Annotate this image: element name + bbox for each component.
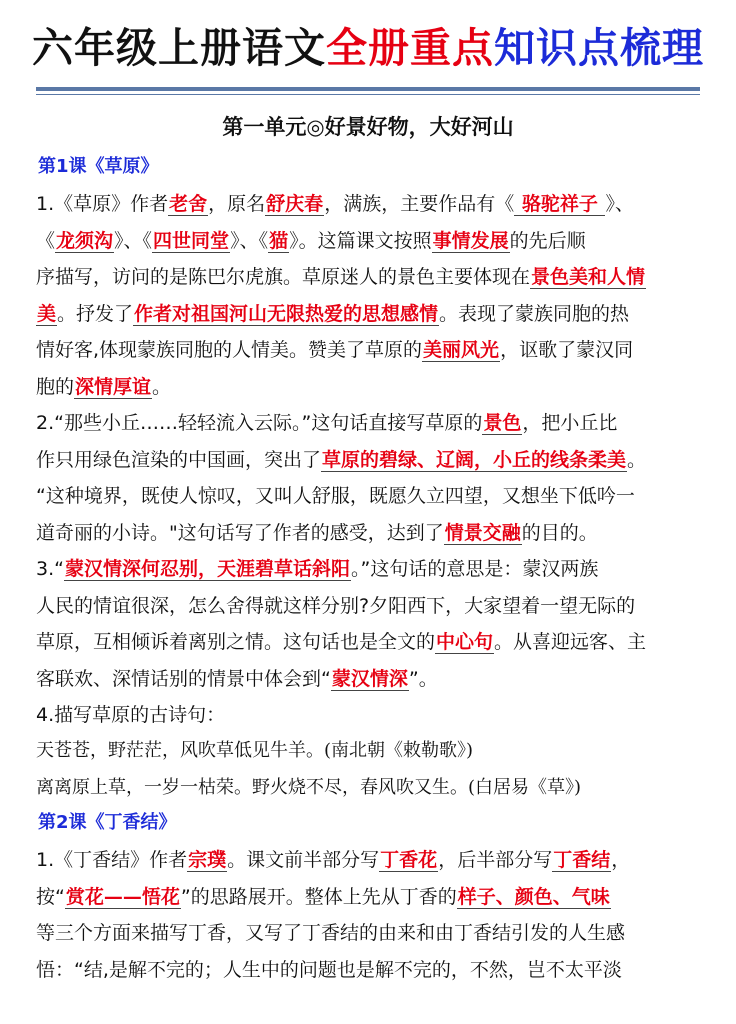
answer-blank: 样子、颜色、气味 bbox=[457, 885, 610, 908]
text-segment: 》。这篇课文按照 bbox=[289, 229, 432, 252]
lesson-2-body bbox=[36, 842, 702, 988]
text-line bbox=[36, 842, 702, 879]
lesson-1-body bbox=[36, 186, 702, 734]
text-segment: 人民的情谊很深，怎么舍得就这样分别?夕阳西下，大家望着一望无际的 bbox=[36, 594, 636, 617]
text-segment: ”的思路展开。整体上先从丁香的 bbox=[180, 885, 457, 908]
text-segment: 。 bbox=[152, 375, 172, 398]
answer-blank: 情景交融 bbox=[444, 521, 521, 544]
text-line bbox=[36, 952, 702, 989]
text-line bbox=[36, 879, 702, 916]
title-part-1: 六年级上册语文 bbox=[32, 24, 326, 72]
answer-blank: 美丽风光 bbox=[423, 339, 500, 361]
text-segment: ，后半部分写 bbox=[438, 849, 553, 871]
text-segment: 草原，互相倾诉着离别之情。这句话也是全文的 bbox=[36, 631, 436, 653]
text-segment: 2.“那些小丘……轻轻流入云际。”这句话直接写草原的 bbox=[36, 412, 483, 434]
text-line bbox=[36, 223, 702, 260]
text-segment: 。抒发了 bbox=[57, 302, 134, 325]
text-segment: 悟：“结,是解不完的；人生中的问题也是解不完的，不然，岂不太平淡 bbox=[36, 958, 622, 981]
text-segment: 》、《 bbox=[230, 229, 269, 252]
answer-blank: 中心句 bbox=[436, 631, 494, 653]
answer-blank: 景色美和人情 bbox=[531, 266, 646, 288]
answer-blank: 蒙汉情深何忍别，天涯碧草话斜阳 bbox=[64, 558, 350, 580]
text-segment: 胞的 bbox=[36, 375, 75, 398]
text-segment: 。从喜迎远客、主 bbox=[494, 631, 647, 653]
answer-blank: 事情发展 bbox=[432, 229, 509, 252]
text-segment: ，原名 bbox=[208, 193, 266, 215]
page-title bbox=[0, 22, 736, 74]
answer-blank: 作者对祖国河山无限热爱的思想感情 bbox=[134, 302, 439, 325]
text-segment: 客联欢、深情话别的情景中体会到“ bbox=[36, 667, 331, 690]
text-segment: ，讴歌了蒙汉同 bbox=[500, 339, 634, 361]
lesson-1-heading: 第1课《草原》 bbox=[38, 156, 159, 177]
text-segment: ”。 bbox=[408, 667, 438, 690]
text-segment: ，满族，主要作品有《 bbox=[324, 193, 515, 215]
answer-blank: 蒙汉情深 bbox=[331, 667, 408, 690]
poem-line: 离离原上草，一岁一枯荣。野火烧不尽，春风吹又生。(白居易《草》) bbox=[36, 776, 582, 798]
lesson-2-heading: 第2课《丁香结》 bbox=[38, 812, 177, 833]
text-line bbox=[36, 661, 702, 698]
answer-blank: 景色 bbox=[483, 412, 522, 434]
text-line bbox=[36, 624, 702, 661]
answer-blank: 丁香花 bbox=[380, 849, 438, 871]
answer-blank: 骆驼祥子 bbox=[515, 193, 605, 215]
title-divider-thin bbox=[36, 94, 700, 95]
text-segment: 的先后顺 bbox=[509, 229, 586, 252]
unit-heading: 第一单元◎好景好物，大好河山 bbox=[222, 114, 514, 139]
text-line bbox=[36, 369, 702, 406]
text-line bbox=[36, 296, 702, 333]
text-segment: 。课文前半部分写 bbox=[227, 849, 380, 871]
text-segment: 情好客,体现蒙族同胞的人情美。赞美了草原的 bbox=[36, 339, 423, 361]
text-segment: 3.“ bbox=[36, 558, 64, 580]
answer-blank: 宗璞 bbox=[188, 849, 227, 871]
text-segment: ， bbox=[611, 849, 631, 871]
text-line bbox=[36, 551, 702, 588]
text-segment: 4.描写草原的古诗句： bbox=[36, 704, 226, 726]
text-segment: 。”这句话的意思是：蒙汉两族 bbox=[351, 558, 599, 580]
text-line bbox=[36, 697, 702, 734]
text-segment: 》、 bbox=[605, 193, 634, 215]
text-segment: 《 bbox=[36, 229, 56, 252]
title-part-3: 知识点梳理 bbox=[494, 24, 704, 72]
text-segment: 序描写，访问的是陈巴尔虎旗。草原迷人的景色主要体现在 bbox=[36, 266, 531, 288]
answer-blank: 赏花——悟花 bbox=[65, 885, 180, 908]
answer-blank: 老舍 bbox=[169, 193, 208, 215]
text-line bbox=[36, 332, 702, 369]
text-segment: “这种境界，既使人惊叹，又叫人舒服，既愿久立四望，又想坐下低吟一 bbox=[36, 485, 635, 507]
title-part-2: 全册重点 bbox=[326, 24, 494, 72]
answer-blank: 猫 bbox=[269, 229, 289, 252]
text-segment: 的目的。 bbox=[521, 521, 598, 544]
poem-line: 天苍苍，野茫茫，风吹草低见牛羊。(南北朝《敕勒歌》) bbox=[36, 740, 474, 761]
text-segment: 。表现了蒙族同胞的热 bbox=[439, 302, 630, 325]
lesson-1-poems bbox=[36, 733, 702, 806]
text-line bbox=[36, 259, 702, 296]
answer-blank: 美 bbox=[37, 302, 57, 325]
text-segment: 作只用绿色渲染的中国画，突出了 bbox=[36, 448, 322, 471]
answer-blank: 草原的碧绿、辽阔，小丘的线条柔美 bbox=[322, 448, 627, 471]
text-segment: 等三个方面来描写丁香，又写了丁香结的由来和由丁香结引发的人生感 bbox=[36, 922, 626, 944]
answer-blank: 舒庆春 bbox=[266, 193, 324, 215]
answer-blank: 四世同堂 bbox=[153, 229, 230, 252]
answer-blank: 深情厚谊 bbox=[75, 375, 152, 398]
text-line bbox=[36, 186, 702, 223]
answer-blank: 龙须沟 bbox=[56, 229, 114, 252]
text-segment: 》、《 bbox=[114, 229, 153, 252]
text-line bbox=[36, 442, 702, 479]
text-line bbox=[36, 478, 702, 515]
text-segment: 1.《草原》作者 bbox=[36, 193, 169, 215]
answer-blank: 丁香结 bbox=[553, 849, 611, 871]
text-segment: 道奇丽的小诗。"这句话写了作者的感受，达到了 bbox=[36, 521, 444, 544]
text-line bbox=[36, 405, 702, 442]
text-segment: 按“ bbox=[36, 885, 65, 908]
text-line bbox=[36, 588, 702, 625]
title-divider-thick bbox=[36, 87, 700, 91]
text-line bbox=[36, 515, 702, 552]
text-segment: 。 bbox=[627, 448, 647, 471]
text-segment: ，把小丘比 bbox=[522, 412, 618, 434]
text-segment: 1.《丁香结》作者 bbox=[36, 849, 188, 871]
text-line bbox=[36, 915, 702, 952]
